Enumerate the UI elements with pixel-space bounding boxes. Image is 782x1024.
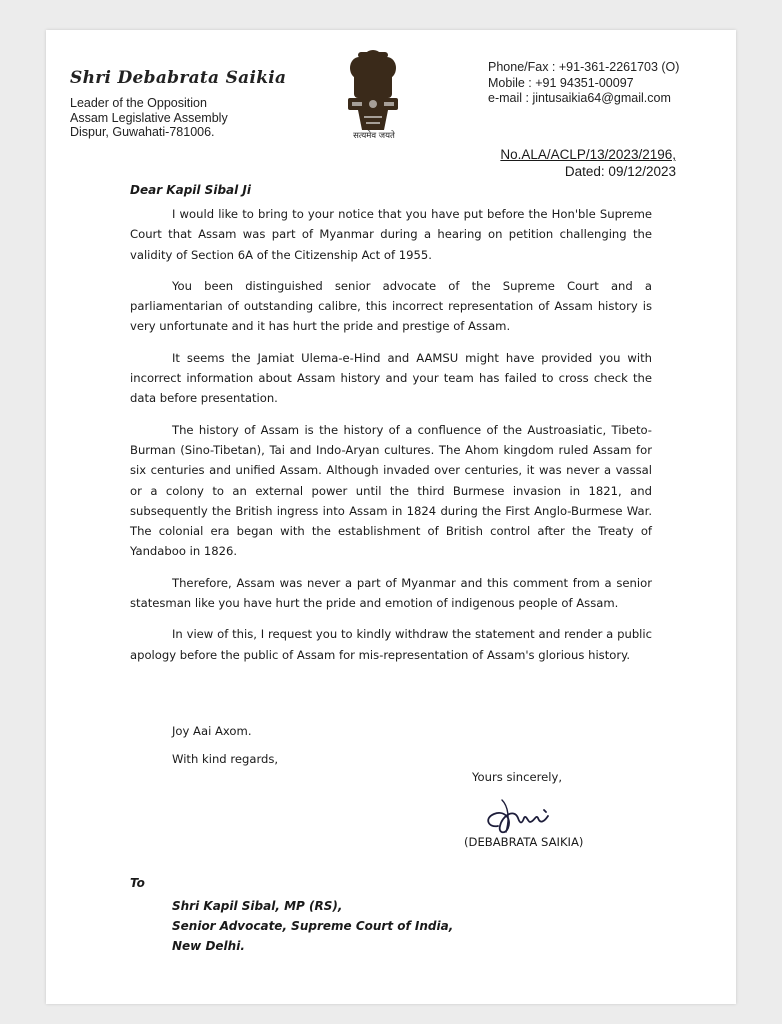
state-emblem-icon xyxy=(344,42,402,138)
letter-body xyxy=(130,204,652,676)
paragraph: I would like to bring to your notice that you have put before the Hon'ble Supreme Court that Assam was part of Myanmar during a hearing on petition challenging the validity of Section 6A of the Citizenship Act of 1955. xyxy=(130,207,652,262)
closing-regards: With kind regards, xyxy=(172,752,279,766)
handwritten-signature xyxy=(478,788,568,842)
to-label: To xyxy=(130,876,145,890)
recipient-block xyxy=(172,896,453,956)
contact-block xyxy=(488,60,679,107)
letter-date: Dated: 09/12/2023 xyxy=(564,164,676,179)
emblem-motto: सत्यमेव जयते xyxy=(353,131,395,141)
closing-slogan: Joy Aai Axom. xyxy=(172,724,252,738)
sender-title: Leader of the Opposition xyxy=(70,96,207,110)
recipient-city: New Delhi. xyxy=(172,939,245,953)
sender-designation xyxy=(70,96,228,140)
sender-assembly: Assam Legislative Assembly xyxy=(70,110,228,125)
phone-fax: Phone/Fax : +91-361-2261703 (O) xyxy=(488,60,680,74)
recipient-name: Shri Kapil Sibal, MP (RS), xyxy=(172,899,343,913)
paragraph: Therefore, Assam was never a part of Myanmar and this comment from a senior statesman like you have hurt the pride and emotion of indigenous people of Assam. xyxy=(130,575,652,611)
email: e-mail : jintusaikia64@gmail.com xyxy=(488,91,671,105)
sender-name: Shri Debabrata Saikia xyxy=(70,68,287,88)
mobile: Mobile : +91 94351-00097 xyxy=(488,75,634,90)
paragraph: You been distinguished senior advocate of the Supreme Court and a parliamentarian of outstanding calibre, this incorrect representation of Assam history is very unfortunate and it has hurt the pride and prestige of Assam. xyxy=(130,278,652,334)
sender-address: Dispur, Guwahati-781006. xyxy=(70,125,215,139)
paragraph: It seems the Jamiat Ulema-e-Hind and AAMSU might have provided you with incorrect information about Assam history and your team has failed to cross check the data before presentation. xyxy=(130,350,652,406)
reference-number: No.ALA/ACLP/13/2023/2196, xyxy=(500,147,676,162)
paragraph: In view of this, I request you to kindly withdraw the statement and render a public apology before the public of Assam for mis-representation of Assam's glorious history. xyxy=(130,627,652,662)
letter-page xyxy=(46,30,736,1004)
salutation: Dear Kapil Sibal Ji xyxy=(130,183,251,197)
recipient-designation: Senior Advocate, Supreme Court of India, xyxy=(172,919,454,933)
paragraph: The history of Assam is the history of a confluence of the Austroasiatic, Tibeto-Burman (Sino-Tibetan), Tai and Indo-Aryan cultures. The Ahom kingdom ruled Assam for six centuries and unified Assam. Although invaded over centuries, it was never a vassal or a colony to an external power until the third Burmese invasion in 1821, and subsequently the British ingress into Assam in 1824 during the First Anglo-Burmese War. The colonial era began with the establishment of British control after the Treaty of Yandaboo in 1826. xyxy=(130,422,652,559)
signatory-name: (DEBABRATA SAIKIA) xyxy=(464,835,584,849)
yours-sincerely: Yours sincerely, xyxy=(472,770,563,784)
